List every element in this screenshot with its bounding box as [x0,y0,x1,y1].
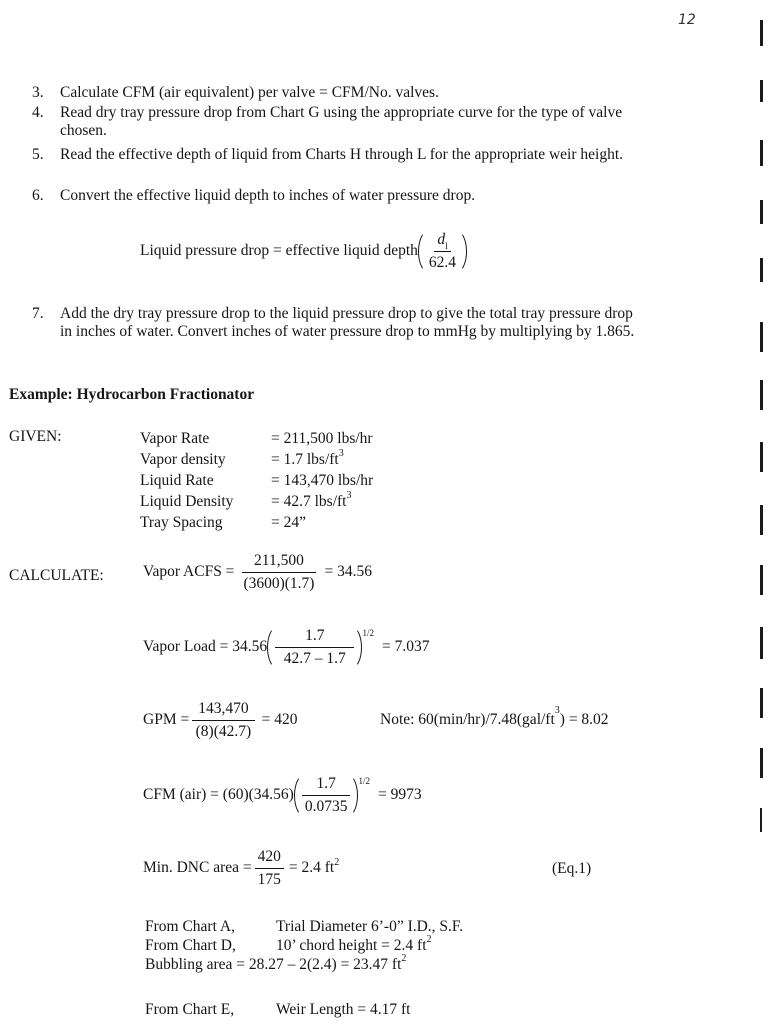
chart-row [145,917,463,936]
equation-fraction [275,627,354,668]
chart-source: From Chart E, [145,1001,235,1018]
step-text: Add the dry tray pressure drop to the liquid pressure drop to give the total tray pressure drop in inches of water. Convert inches of water pressure drop to mmHg by multiplying by 1.865. [60,305,635,340]
given-name: Vapor density [140,450,226,468]
page-number: 12 [678,12,696,28]
formula-fraction [426,231,459,272]
note-tail: ) = 8.02 [559,711,609,728]
step-text: Read the effective depth of liquid from Charts H through L for the appropriate weir height. [60,146,623,163]
equation-result: = 9973 [377,786,422,804]
fraction-denominator: (3600)(1.7) [243,574,315,592]
fraction-denominator: 42.7 – 1.7 [283,649,346,667]
vapor-acfs-equation [143,552,372,593]
margin-mark [760,20,763,46]
given-row [140,470,373,491]
fraction-numerator: 1.7 [275,627,354,648]
fraction-numerator: 211,500 [242,552,316,573]
formula-lhs: Liquid pressure drop = effective liquid depth [140,242,418,260]
fraction-numerator: dl [434,231,450,252]
note [380,705,609,729]
chart-e-row [145,1001,410,1019]
equation-lhs: Vapor Load = 34.56 [143,638,268,656]
margin-mark [760,505,763,535]
chart-source: From Chart D, [145,936,236,954]
bubbling-exponent: 2 [401,952,407,964]
step-number: 4. [32,104,44,121]
chart-result: 10’ chord height = 2.4 ft [276,936,427,954]
step-4 [32,104,644,140]
given-name: Tray Spacing [140,513,223,531]
equation-result: = 34.56 [324,563,372,581]
chart-result: Weir Length = 4.17 ft [276,1001,411,1018]
step-number: 7. [32,305,44,322]
margin-mark [760,258,763,282]
step-text: Calculate CFM (air equivalent) per valve = CFM/No. valves. [60,84,439,101]
equation-fraction [302,775,351,816]
fraction-denominator: 175 [257,870,281,888]
note-text: Note: 60(min/hr)/7.48(gal/ft [380,711,555,728]
step-number: 3. [32,84,44,101]
margin-mark [760,565,763,595]
equation-fraction [240,552,317,593]
chart-source: From Chart A, [145,917,235,935]
margin-mark [760,80,763,102]
equation-fraction [255,848,284,889]
given-row [140,512,373,533]
example-heading: Example: Hydrocarbon Fractionator [9,386,255,403]
bubbling-text: Bubbling area = 28.27 – 2(2.4) = 23.47 ft [145,955,402,973]
given-value: = 42.7 lbs/ft [271,492,347,510]
chart-result: Trial Diameter 6’-0” I.D., S.F. [276,917,464,935]
calculate-label: CALCULATE: [9,567,104,584]
equation-paren [267,626,362,669]
step-3 [32,84,644,102]
step-number: 6. [32,187,44,204]
margin-mark [760,322,763,352]
fraction-numerator: 1.7 [302,775,349,796]
step-number: 5. [32,146,44,163]
given-value: = 1.7 lbs/ft [271,450,339,468]
equation-exponent: 1/2 [362,628,374,639]
given-list [140,428,373,533]
step-text: Read dry tray pressure drop from Chart G using the appropriate curve for the type of valve chosen. [60,104,623,139]
equation-paren [294,774,359,817]
equation-exponent: 2 [334,856,340,868]
margin-mark [760,688,763,718]
bubbling-area [145,952,463,974]
fraction-denominator: 0.0735 [304,797,348,815]
equation-lhs: Min. DNC area = [143,859,252,877]
fraction-denominator: (8)(42.7) [195,722,252,740]
equation-result: = 420 [261,711,298,729]
given-value: = 143,470 lbs/hr [271,471,374,489]
note-exponent: 3 [554,705,560,716]
margin-mark [760,748,763,778]
margin-mark [760,442,763,472]
fraction-numerator: 420 [255,848,284,869]
step-5 [32,146,644,164]
equation-lhs: Vapor ACFS = [143,563,235,581]
margin-mark [760,200,763,224]
step-7 [32,305,644,341]
fraction-denominator: 62.4 [428,253,457,271]
given-value: = 211,500 lbs/hr [271,429,373,447]
equation-number: (Eq.1) [552,860,592,877]
given-value: = 24” [271,513,306,531]
equation-exponent: 1/2 [358,776,370,787]
given-name: Liquid Rate [140,471,214,489]
step-text: Convert the effective liquid depth to inches of water pressure drop. [60,187,476,204]
equation-result: = 7.037 [382,638,430,656]
cfm-equation [143,774,422,817]
chart-row [145,933,463,955]
given-row [140,491,373,512]
margin-mark [760,627,763,659]
margin-mark [760,380,763,410]
equation-lhs: CFM (air) = (60)(34.56) [143,786,294,804]
gpm-equation [143,700,297,741]
chart-lookups [145,917,463,974]
given-name: Vapor Rate [140,429,210,447]
given-exponent: 3 [346,489,352,501]
given-exponent: 3 [338,447,344,459]
given-label: GIVEN: [9,428,62,445]
equation-result: = 2.4 ft [288,859,335,877]
given-row [140,449,373,470]
margin-mark [760,808,762,832]
equation-fraction [192,700,254,741]
equation-lhs: GPM = [143,711,190,729]
margin-mark [760,140,763,166]
fraction-numerator: 143,470 [192,700,254,721]
given-row [140,428,373,449]
given-name: Liquid Density [140,492,234,510]
liquid-pressure-formula [140,230,467,273]
dnc-area-equation [143,848,339,889]
formula-paren [418,230,467,273]
chart-exponent: 2 [426,933,432,945]
step-6 [32,187,644,205]
vapor-load-equation [143,626,430,669]
